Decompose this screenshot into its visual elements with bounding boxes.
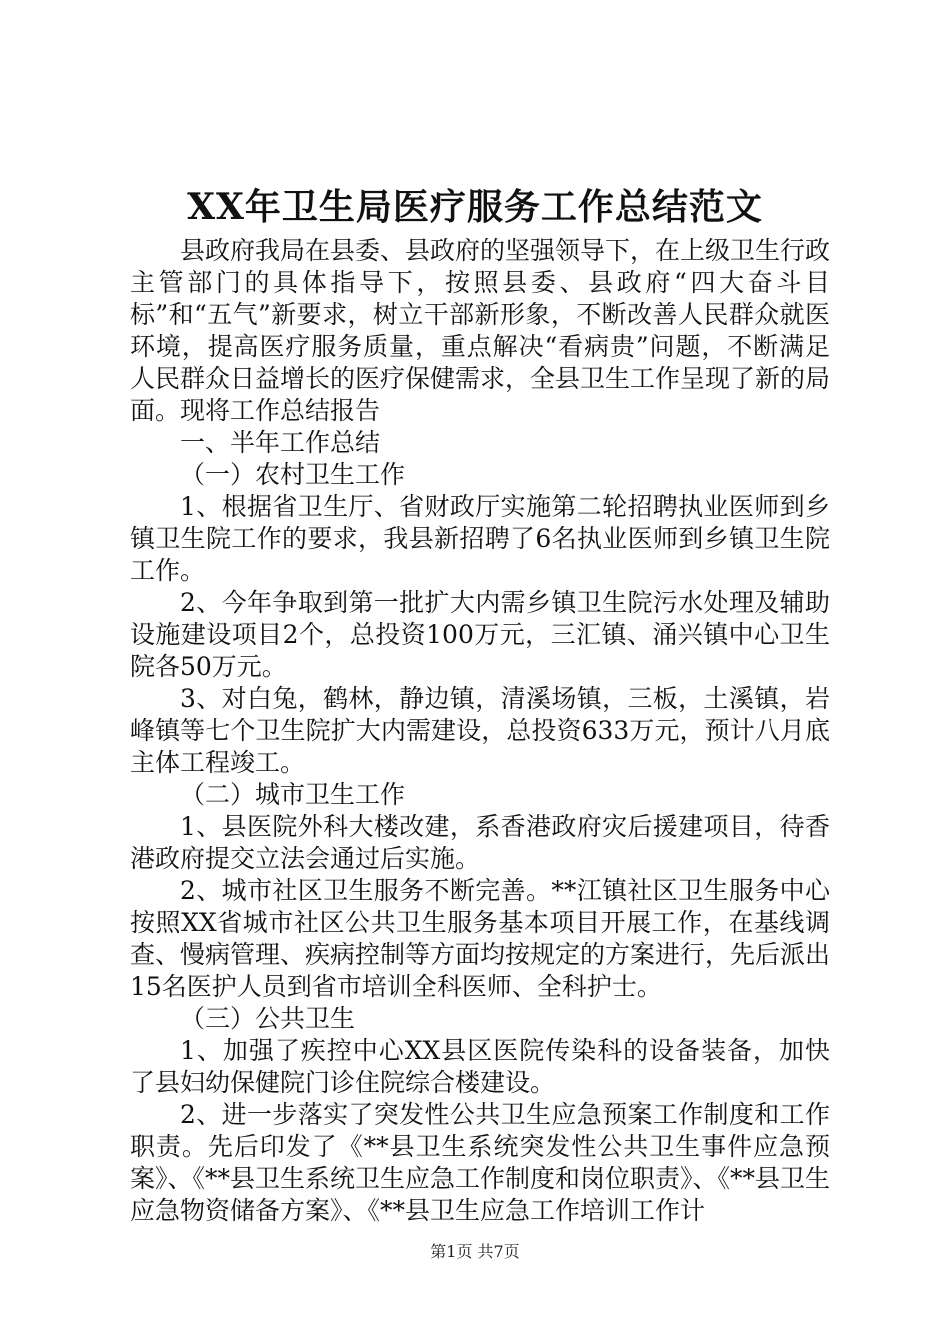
body-paragraph: 2、进一步落实了突发性公共卫生应急预案工作制度和工作职责。先后印发了《**县卫生系统突发性公共卫生事件应急预案》、《**县卫生系统卫生应急工作制度和岗位职责》、《**县卫生应急物资储备方案》、《**县卫生应急工作培训工作计 (130, 1100, 831, 1225)
intro-paragraph: 县政府我局在县委、县政府的坚强领导下，在上级卫生行政主管部门的具体指导下，按照县委、县政府“四大奋斗目标”和“五气”新要求，树立干部新形象，不断改善人民群众就医环境，提高医疗服务质量，重点解决“看病贵”问题，不断满足人民群众日益增长的医疗保健需求，全县卫生工作呈现了新的局面。现将工作总结报告 (130, 236, 831, 425)
subsection-heading: （二）城市卫生工作 (180, 780, 406, 809)
subsection-heading: （三）公共卫生 (180, 1004, 356, 1033)
body-paragraph: 2、城市社区卫生服务不断完善。**江镇社区卫生服务中心按照XX省城市社区公共卫生服务基本项目开展工作，在基线调查、慢病管理、疾病控制等方面均按规定的方案进行，先后派出15名医护人员到省市培训全科医师、全科护士。 (130, 876, 831, 1001)
body-paragraph: 3、对白兔，鹤林，静边镇，清溪场镇，三板，土溪镇，岩峰镇等七个卫生院扩大内需建设，总投资633万元，预计八月底主体工程竣工。 (130, 684, 830, 777)
subsection-heading: （一）农村卫生工作 (180, 460, 406, 489)
body-paragraph: 1、加强了疾控中心XX县区医院传染科的设备装备，加快了县妇幼保健院门诊住院综合楼建设。 (130, 1036, 830, 1097)
document-body (130, 235, 830, 1227)
page-number: 第1页 共7页 (430, 1242, 520, 1261)
body-paragraph: 1、县医院外科大楼改建，系香港政府灾后援建项目，待香港政府提交立法会通过后实施。 (130, 812, 830, 873)
section-heading: 一、半年工作总结 (180, 428, 381, 457)
body-paragraph: 2、今年争取到第一批扩大内需乡镇卫生院污水处理及辅助设施建设项目2个，总投资100万元，三汇镇、涌兴镇中心卫生院各50万元。 (130, 588, 830, 681)
body-paragraph: 1、根据省卫生厅、省财政厅实施第二轮招聘执业医师到乡镇卫生院工作的要求，我县新招聘了6名执业医师到乡镇卫生院工作。 (130, 492, 830, 585)
document-title: XX年卫生局医疗服务工作总结范文 (187, 186, 763, 228)
